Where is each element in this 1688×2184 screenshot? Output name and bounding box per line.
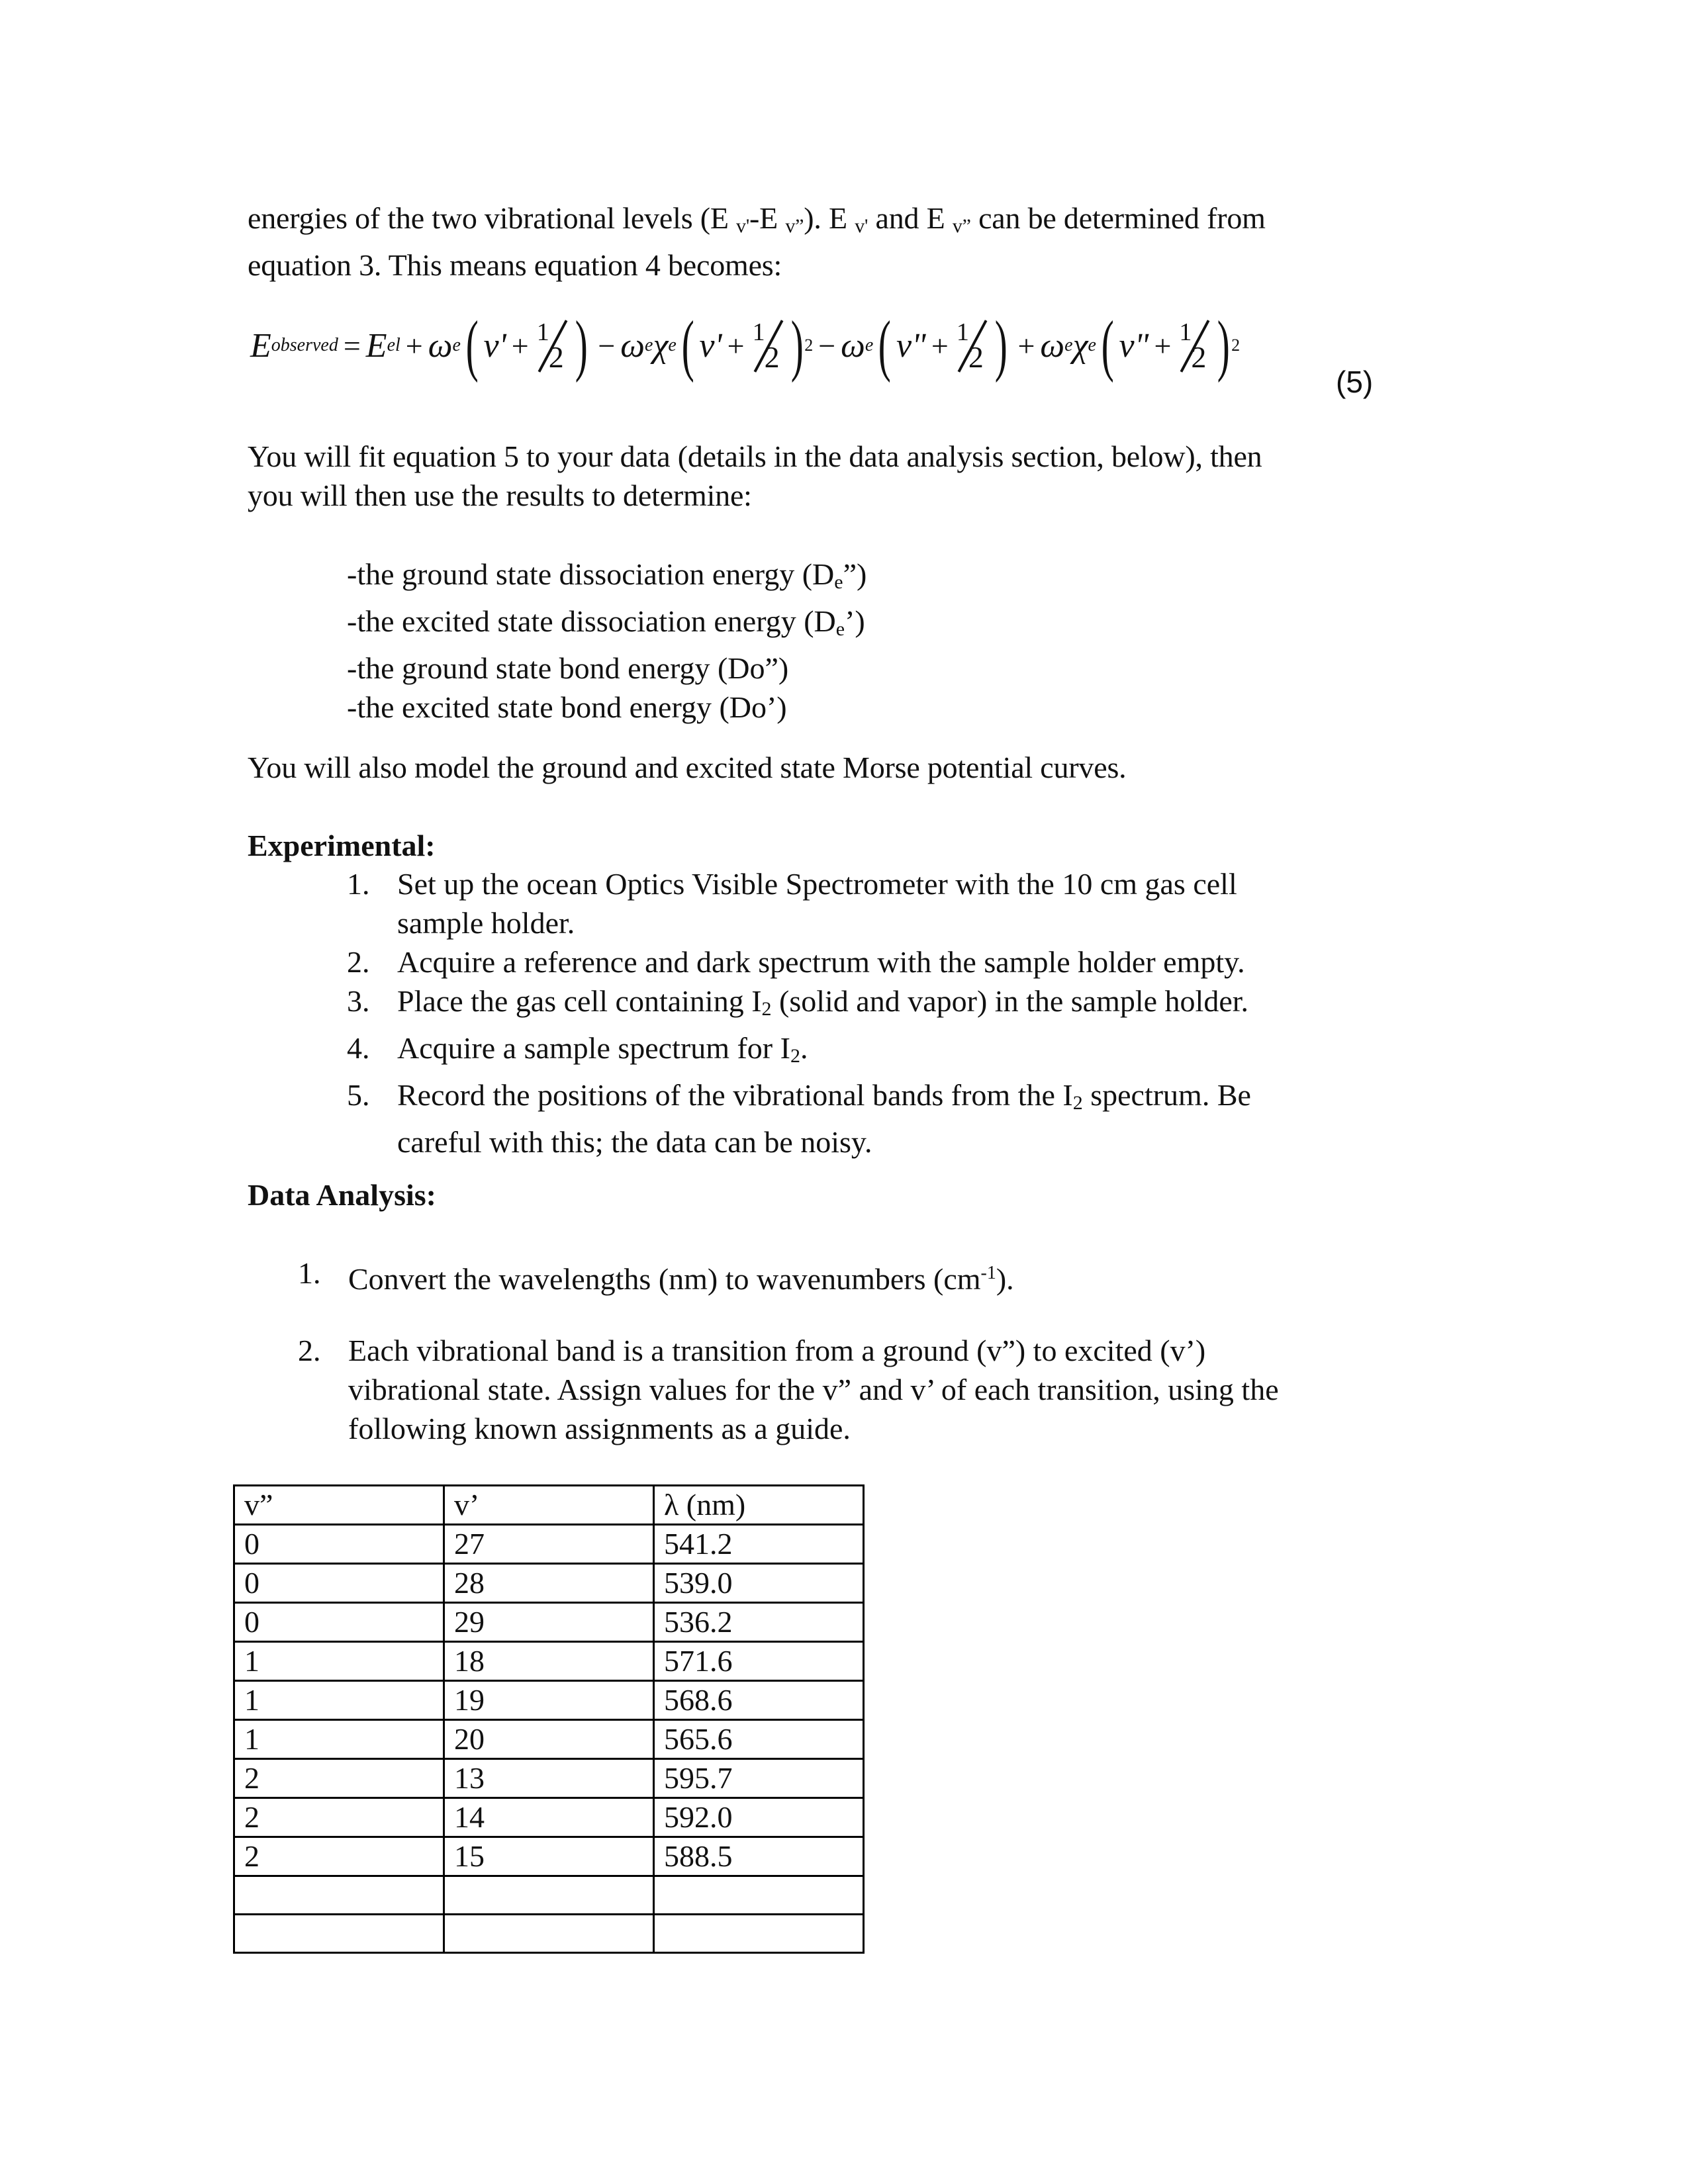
intro-line-2: equation 3. This means equation 4 becomes: [248, 248, 782, 282]
cell-v-prime: 20 [444, 1720, 654, 1759]
cell-v-double-prime: 1 [234, 1642, 444, 1681]
cell-wavelength: 536.2 [654, 1603, 864, 1642]
cell-v-prime [444, 1876, 654, 1915]
list-item: 5. Record the positions of the vibrational bands from the I2 spectrum. Be careful with this; the data can be noisy. [347, 1078, 1251, 1159]
list-item: -the excited state dissociation energy (De’) [347, 604, 865, 640]
table-row [234, 1837, 864, 1876]
list-item: 2. Each vibrational band is a transition from a ground (v”) to excited (v’) vibrational state. Assign values for the v” and v’ of each transition, using the following known assignments as a guide. [298, 1334, 1279, 1445]
cell-v-prime: 18 [444, 1642, 654, 1681]
experimental-steps [347, 864, 1439, 1161]
table-row [234, 1681, 864, 1720]
list-item: 1. Convert the wavelengths (nm) to wavenumbers $(cm^{-1})$. [298, 1256, 1014, 1296]
cell-v-double-prime: 2 [234, 1759, 444, 1798]
fit-paragraph: You will fit equation 5 to your data (details in the data analysis section, below), then you will then use the results to determine: [248, 439, 1262, 512]
table-row [234, 1603, 864, 1642]
table-row [234, 1564, 864, 1603]
cell-wavelength [654, 1876, 864, 1915]
table-row [234, 1525, 864, 1564]
header-v-double-prime: v” [234, 1486, 444, 1525]
one-half-fraction: 1 2 [750, 316, 786, 375]
table-body [234, 1525, 864, 1953]
table-header-row [234, 1486, 864, 1525]
table-row [234, 1720, 864, 1759]
cell-wavelength: 568.6 [654, 1681, 864, 1720]
list-item: -the excited state bond energy (Do’) [347, 690, 787, 724]
equation-number: (5) [1336, 365, 1374, 399]
data-analysis-step-2 [298, 1331, 1456, 1448]
list-item: 2. Acquire a reference and dark spectrum with the sample holder empty. [347, 945, 1245, 979]
equation-5: E observed = E el + ω e ( v' + 1 2 ) − ω e χ e ( v' + 1 2 ) 2 − ω e ( v" + 1 2 ) + ω e χ e ( v" + 1 2 ) 2 [250, 307, 1241, 383]
cell-v-double-prime: 2 [234, 1798, 444, 1837]
cell-wavelength: 588.5 [654, 1837, 864, 1876]
cell-v-prime: 19 [444, 1681, 654, 1720]
data-analysis-step-1 [298, 1253, 1456, 1298]
intro-line-1: energies of the two vibrational levels (E v'-E v”). E v' and E v” can be determined from [248, 201, 1266, 237]
cell-wavelength: 565.6 [654, 1720, 864, 1759]
one-half-fraction: 1 2 [954, 316, 990, 375]
cell-wavelength: 539.0 [654, 1564, 864, 1603]
table-row [234, 1915, 864, 1953]
cell-v-double-prime: 2 [234, 1837, 444, 1876]
list-item: -the ground state dissociation energy (De”) [347, 557, 867, 593]
cell-v-prime: 27 [444, 1525, 654, 1564]
cell-v-double-prime: 0 [234, 1564, 444, 1603]
cell-wavelength: 592.0 [654, 1798, 864, 1837]
cell-wavelength: 595.7 [654, 1759, 864, 1798]
cell-v-double-prime: 0 [234, 1525, 444, 1564]
one-half-fraction: 1 2 [1176, 316, 1212, 375]
cell-wavelength: 541.2 [654, 1525, 864, 1564]
cell-v-double-prime: 1 [234, 1720, 444, 1759]
assignments-table [233, 1484, 865, 1954]
cell-v-prime [444, 1915, 654, 1953]
cell-v-double-prime: 1 [234, 1681, 444, 1720]
intro-paragraph [248, 199, 1439, 285]
list-item: 4. Acquire a sample spectrum for I2. [347, 1031, 808, 1067]
cell-v-prime: 29 [444, 1603, 654, 1642]
list-item: 3. Place the gas cell containing I2 (solid and vapor) in the sample holder. [347, 984, 1249, 1020]
table-row [234, 1642, 864, 1681]
table-row [234, 1798, 864, 1837]
table-row [234, 1876, 864, 1915]
header-wavelength: λ (nm) [654, 1486, 864, 1525]
cell-v-prime: 15 [444, 1837, 654, 1876]
header-v-prime: v’ [444, 1486, 654, 1525]
morse-sentence: You will also model the ground and excited state Morse potential curves. [248, 751, 1127, 784]
list-item: -the ground state bond energy (Do”) [347, 651, 789, 685]
cell-v-prime: 28 [444, 1564, 654, 1603]
cell-wavelength [654, 1915, 864, 1953]
cell-wavelength: 571.6 [654, 1642, 864, 1681]
determine-list [347, 555, 867, 727]
one-half-fraction: 1 2 [534, 316, 570, 375]
cell-v-double-prime [234, 1876, 444, 1915]
list-item: 1. Set up the ocean Optics Visible Spectrometer with the 10 cm gas cell sample holder. [347, 867, 1237, 940]
cell-v-double-prime [234, 1915, 444, 1953]
cell-v-double-prime: 0 [234, 1603, 444, 1642]
cell-v-prime: 14 [444, 1798, 654, 1837]
experimental-heading: Experimental: [248, 829, 436, 862]
cell-v-prime: 13 [444, 1759, 654, 1798]
table-row [234, 1759, 864, 1798]
data-analysis-heading: Data Analysis: [248, 1178, 436, 1212]
